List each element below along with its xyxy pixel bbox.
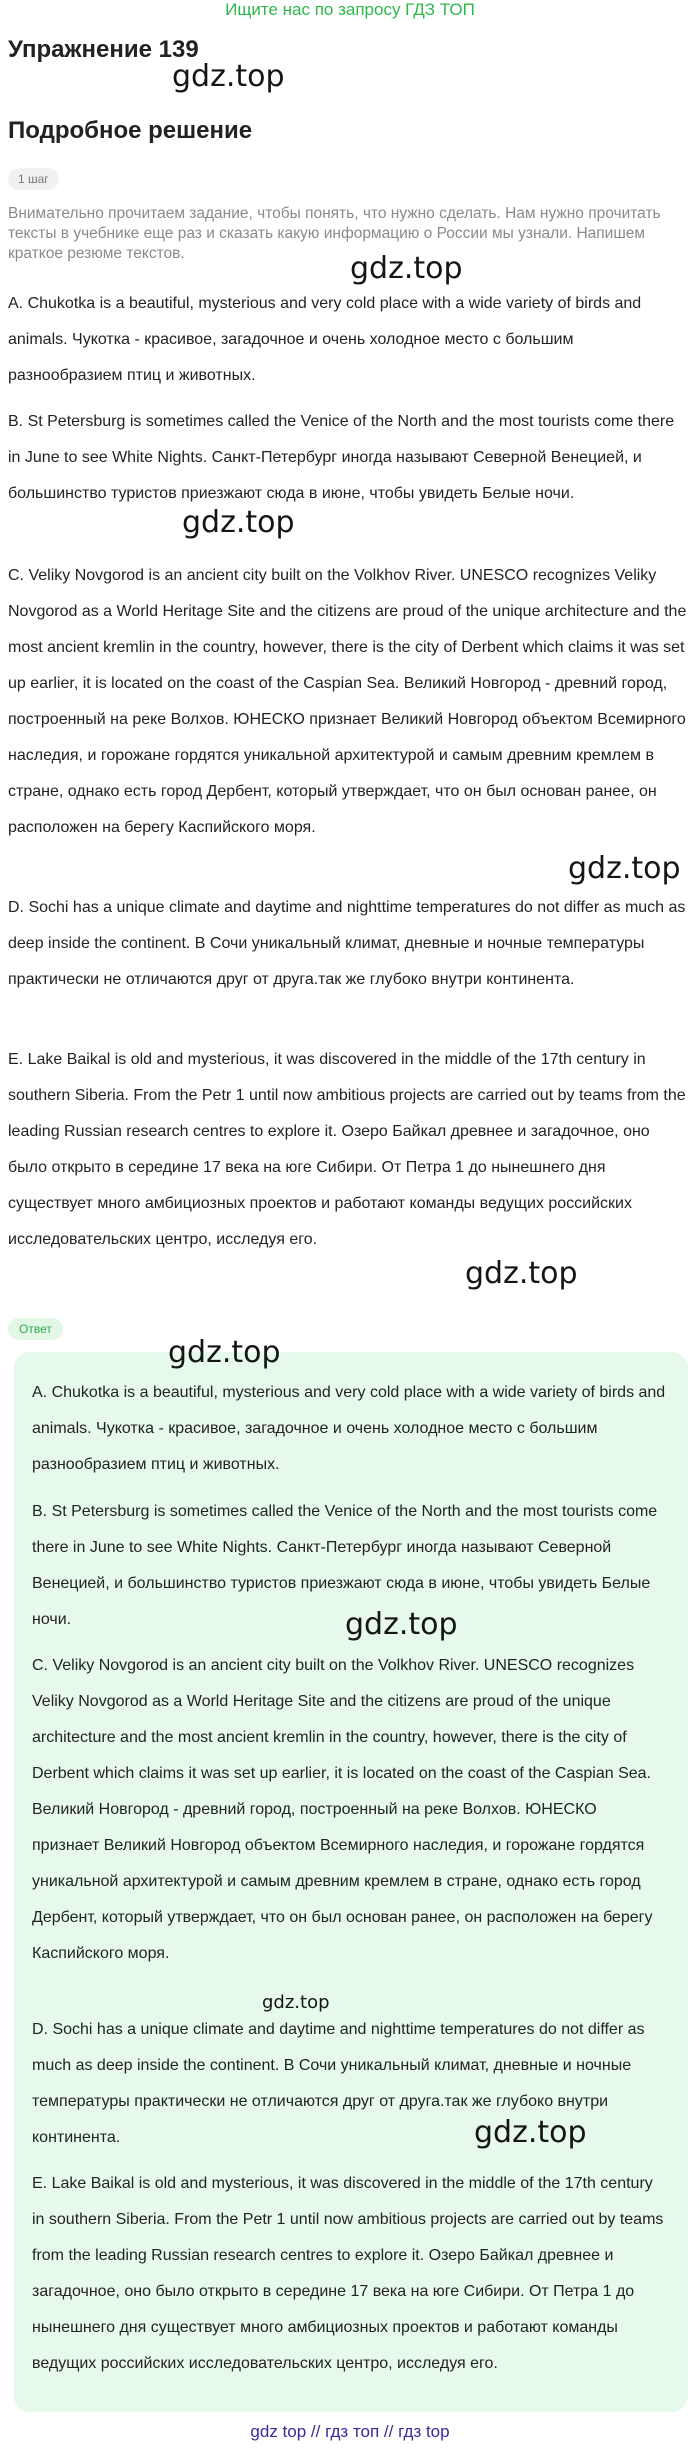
answer-badge: Ответ	[8, 1318, 63, 1340]
paragraph-a: A. Chukotka is a beautiful, mysterious and very cold place with a wide variety of birds and animals. Чукотка - красивое, загадочное и очень холодное место с большим разнообразием птиц и животных.	[8, 295, 642, 384]
answer-paragraph-e: E. Lake Baikal is old and mysterious, it was discovered in the middle of the 17th century in southern Siberia. From the Petr 1 until now ambitious projects are carried out by teams from the leading Russian research centres to explore it. Озеро Байкал древнее и загадочное, оно было открыто в середине 17 века на юге Сибири. От Петра 1 до нынешнего дня существует много амбициозных проектов и работают команды ведущих российских исследовательских центро, исследуя его.	[32, 2175, 664, 2372]
search-banner[interactable]: Ищите нас по запросу ГДЗ ТОП	[225, 0, 475, 19]
watermark: gdz.top	[168, 1335, 281, 1370]
paragraph-e: E. Lake Baikal is old and mysterious, it was discovered in the middle of the 17th century in southern Siberia. From the Petr 1 until now ambitious projects are carried out by teams from the leading Russian research centres to explore it. Озеро Байкал древнее и загадочное, оно было открыто в середине 17 века на юге Сибири. От Петра 1 до нынешнего дня существует много амбициозных проектов и работают команды ведущих российских исследовательских центро, исследуя его.	[8, 1051, 686, 1248]
paragraph-d: D. Sochi has a unique climate and daytime and nighttime temperatures do not differ as much as deep inside the continent. В Сочи уникальный климат, дневные и ночные температуры практически не отличаются друг от друга.так же глубоко внутри континента.	[8, 899, 686, 988]
step-badge: 1 шаг	[8, 168, 59, 190]
watermark: gdz.top	[568, 851, 681, 886]
watermark: gdz.top	[182, 505, 295, 540]
exercise-title: Упражнение 139	[8, 36, 199, 63]
watermark: gdz.top	[172, 59, 285, 94]
solution-title: Подробное решение	[8, 117, 253, 144]
answer-paragraph-b: B. St Petersburg is sometimes called the Venice of the North and the most tourists come there in June to see White Nights. Санкт-Петербург иногда называют Северной Венецией, и большинство туристов приезжают сюда в июне, чтобы увидеть Белые ночи.	[32, 1503, 658, 1628]
watermark: gdz.top	[474, 2115, 587, 2150]
footer-links[interactable]: gdz top // гдз топ // гдз top	[250, 2422, 450, 2441]
paragraph-b: B. St Petersburg is sometimes called the Venice of the North and the most tourists come there in June to see White Nights. Санкт-Петербург иногда называют Северной Венецией, и большинство туристов приезжают сюда в июне, чтобы увидеть Белые ночи.	[8, 413, 675, 502]
watermark: gdz.top	[345, 1607, 458, 1642]
answer-paragraph-d: D. Sochi has a unique climate and daytime and nighttime temperatures do not differ as much as deep inside the continent. В Сочи уникальный климат, дневные и ночные температуры практически не отличаются друг от друга.так же глубоко внутри континента.	[32, 2021, 645, 2146]
task-intro: Внимательно прочитаем задание, чтобы понять, что нужно сделать. Нам нужно прочитать тексты в учебнике еще раз и сказать какую информацию о России мы узнали. Напишем краткое резюме текстов.	[8, 205, 661, 262]
answer-paragraph-a: A. Chukotka is a beautiful, mysterious and very cold place with a wide variety of birds and animals. Чукотка - красивое, загадочное и очень холодное место с большим разнообразием птиц и животных.	[32, 1384, 666, 1473]
watermark: gdz.top	[262, 1992, 330, 2013]
paragraph-c: C. Veliky Novgorod is an ancient city built on the Volkhov River. UNESCO recognizes Veliky Novgorod as a World Heritage Site and the citizens are proud of the unique architecture and the most ancient kremlin in the country, however, there is the city of Derbent which claims it was set up earlier, it is located on the coast of the Caspian Sea. Великий Новгород - древний город, построенный на реке Волхов. ЮНЕСКО признает Великий Новгород объектом Всемирного наследия, и горожане гордятся уникальной архитектурой и самым древним кремлем в стране, однако есть город Дербент, который утверждает, что он был основан ранее, он расположен на берегу Каспийского моря.	[8, 567, 687, 836]
watermark: gdz.top	[350, 251, 463, 286]
watermark: gdz.top	[465, 1256, 578, 1291]
answer-paragraph-c: C. Veliky Novgorod is an ancient city built on the Volkhov River. UNESCO recognizes Veliky Novgorod as a World Heritage Site and the citizens are proud of the unique architecture and the most ancient kremlin in the country, however, there is the city of Derbent which claims it was set up earlier, it is located on the coast of the Caspian Sea. Великий Новгород - древний город, построенный на реке Волхов. ЮНЕСКО признает Великий Новгород объектом Всемирного наследия, и горожане гордятся уникальной архитектурой и самым древним кремлем в стране, однако есть город Дербент, который утверждает, что он был основан ранее, он расположен на берегу Каспийского моря.	[32, 1657, 653, 1962]
